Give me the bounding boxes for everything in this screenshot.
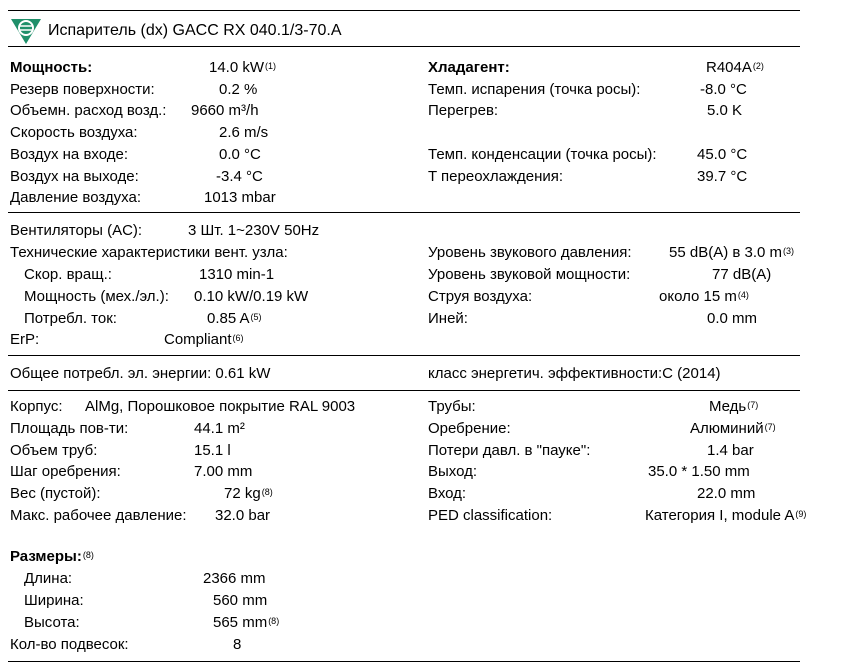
fans-label: Вентиляторы (AC): xyxy=(10,222,143,239)
casing-value: AlMg, Порошковое покрытие RAL 9003 xyxy=(85,398,356,415)
distributor-drop-value: 1.4 bar xyxy=(707,442,754,459)
air-pressure-value: 1013 mbar xyxy=(204,189,276,206)
inlet-value: 22.0 mm xyxy=(697,485,756,502)
tube-volume-label: Объем труб: xyxy=(10,442,98,459)
capacity-label: Мощность: xyxy=(10,59,93,76)
frost-label: Иней: xyxy=(428,310,468,327)
subcool-value: 39.7 °C xyxy=(697,168,748,185)
air-flow-value: 9660 m³/h xyxy=(191,102,259,119)
fan-current-label: Потребл. ток: xyxy=(24,310,117,327)
fan-speed-value: 1310 min-1 xyxy=(199,266,275,283)
refrigerant-label: Хладагент: xyxy=(428,59,510,76)
outlet-label: Выход: xyxy=(428,463,478,480)
max-pressure-value: 32.0 bar xyxy=(215,507,271,524)
capacity-value: 14.0 $kW^{(1)}$ xyxy=(209,59,277,76)
fan-power-label: Мощность (мех./эл.): xyxy=(24,288,169,305)
weight-label: Вес (пустой): xyxy=(10,485,101,502)
weight-value: 72 $kg^{(8)}$ xyxy=(224,485,273,502)
total-power-text: Общее потребл. эл. энергии: 0.61 kW xyxy=(10,365,271,382)
sound-power-value: 77 dB(A) xyxy=(712,266,772,283)
fan-current-value: 0.85 $A^{(5)}$ xyxy=(207,310,262,327)
air-flow-label: Объемн. расход возд.: xyxy=(10,102,167,119)
frost-value: 0.0 mm xyxy=(707,310,758,327)
tubes-label: Трубы: xyxy=(428,398,476,415)
divider xyxy=(8,212,800,213)
superheat-label: Перегрев: xyxy=(428,102,499,119)
refrigerant-value: $R404A^{(2)}$ xyxy=(706,59,764,76)
width-value: 560 mm xyxy=(213,592,268,609)
outlet-value: 35.0 * 1.50 mm xyxy=(648,463,750,480)
air-out-value: -3.4 °C xyxy=(216,168,263,185)
cond-temp-label: Темп. конденсации (точка росы): xyxy=(428,146,657,163)
fans-value: 3 Шт. 1~230V 50Hz xyxy=(188,222,320,239)
air-pressure-label: Давление воздуха: xyxy=(10,189,142,206)
erp-label: ErP: xyxy=(10,331,40,348)
hangers-label: Кол-во подвесок: xyxy=(10,636,129,653)
fins-label: Оребрение: xyxy=(428,420,511,437)
dimensions-heading: Размеры:$^{(8)}$ xyxy=(10,548,94,565)
subcool-label: T переохлаждения: xyxy=(428,168,564,185)
fins-value: Алюминий$^{(7)}$ xyxy=(690,420,776,437)
air-velocity-value: 2.6 m/s xyxy=(219,124,269,141)
fan-tech-heading: Технические характеристики вент. узла: xyxy=(10,244,288,261)
efficiency-class-text: класс энергетич. эффективности:C (2014) xyxy=(428,365,721,382)
max-pressure-label: Макс. рабочее давление: xyxy=(10,507,187,524)
surface-area-value: 44.1 m² xyxy=(194,420,245,437)
air-throw-value: около 15 $m^{(4)}$ xyxy=(659,288,749,305)
cond-temp-value: 45.0 °C xyxy=(697,146,748,163)
inlet-label: Вход: xyxy=(428,485,467,502)
air-throw-label: Струя воздуха: xyxy=(428,288,533,305)
erp-value: Compliant$^{(6)}$ xyxy=(164,331,244,348)
divider xyxy=(8,355,800,356)
evap-temp-value: -8.0 °C xyxy=(700,81,747,98)
air-velocity-label: Скорость воздуха: xyxy=(10,124,138,141)
air-in-label: Воздух на входе: xyxy=(10,146,129,163)
superheat-value: 5.0 K xyxy=(707,102,743,119)
distributor-drop-label: Потери давл. в "пауке": xyxy=(428,442,591,459)
height-value: 565 $mm^{(8)}$ xyxy=(213,614,280,631)
company-logo-icon xyxy=(10,17,42,45)
width-label: Ширина: xyxy=(24,592,84,609)
divider xyxy=(8,390,800,391)
air-in-value: 0.0 °C xyxy=(219,146,261,163)
surface-area-label: Площадь пов-ти: xyxy=(10,420,129,437)
length-value: 2366 mm xyxy=(203,570,266,587)
hangers-value: 8 xyxy=(233,636,242,653)
fin-pitch-value: 7.00 mm xyxy=(194,463,253,480)
fin-pitch-label: Шаг оребрения: xyxy=(10,463,121,480)
casing-label: Корпус: xyxy=(10,398,63,415)
tube-volume-value: 15.1 l xyxy=(194,442,231,459)
height-label: Высота: xyxy=(24,614,80,631)
divider xyxy=(8,46,800,47)
air-out-label: Воздух на выходе: xyxy=(10,168,139,185)
ped-value: Категория I, module $A^{(9)}$ xyxy=(645,507,807,524)
top-rule xyxy=(8,10,800,11)
sound-power-label: Уровень звуковой мощности: xyxy=(428,266,631,283)
fan-power-value: 0.10 kW/0.19 kW xyxy=(194,288,309,305)
ped-label: PED classification: xyxy=(428,507,553,524)
sound-pressure-value: 55 dB(A) в 3.0 $m^{(3)}$ xyxy=(669,244,795,261)
surface-reserve-label: Резерв поверхности: xyxy=(10,81,155,98)
tubes-value: Медь$^{(7)}$ xyxy=(709,398,759,415)
sound-pressure-label: Уровень звукового давления: xyxy=(428,244,632,261)
surface-reserve-value: 0.2 % xyxy=(219,81,258,98)
length-label: Длина: xyxy=(24,570,73,587)
evap-temp-label: Темп. испарения (точка росы): xyxy=(428,81,641,98)
bottom-rule xyxy=(8,661,800,662)
fan-speed-label: Скор. вращ.: xyxy=(24,266,112,283)
page-title: Испаритель (dx) GACC RX 040.1/3-70.A xyxy=(48,22,342,39)
